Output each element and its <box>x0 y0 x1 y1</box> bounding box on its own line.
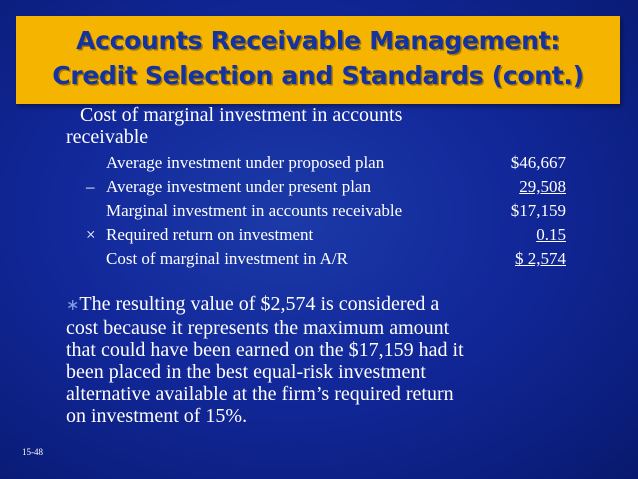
calc-amount: 29,508 <box>519 177 566 196</box>
calc-label: Average investment under proposed plan <box>106 153 385 172</box>
calc-row-cost <box>86 248 566 270</box>
calc-row-marginal <box>86 200 566 222</box>
asterisk-bullet-icon: ∗ <box>66 297 80 314</box>
times-operator: × <box>86 225 96 244</box>
explanation-paragraph <box>66 293 566 427</box>
intro-text <box>66 104 496 148</box>
intro-line-2: receivable <box>66 126 149 148</box>
calc-row-proposed <box>86 152 566 174</box>
intro-line-1: Cost of marginal investment in accounts <box>80 104 403 126</box>
calc-amount: $17,159 <box>510 201 566 220</box>
paragraph-line-2: cost because it represents the maximum amount <box>66 317 450 339</box>
slide-title-line-2: Credit Selection and Standards (cont.) <box>52 61 584 90</box>
calc-label: Required return on investment <box>106 225 314 244</box>
paragraph-line-3: that could have been earned on the $17,159 had it <box>66 339 464 361</box>
calc-row-required-return <box>86 224 566 246</box>
calc-label: Marginal investment in accounts receivable <box>106 201 403 220</box>
minus-operator: – <box>86 177 95 196</box>
paragraph-line-1: ∗The resulting value of $2,574 is considered a <box>66 293 440 315</box>
slide-number: 15-48 <box>22 447 43 457</box>
calc-amount: 0.15 <box>536 225 566 244</box>
paragraph-line-5: alternative available at the firm’s required return <box>66 383 454 405</box>
calc-label: Average investment under present plan <box>106 177 371 196</box>
title-banner <box>16 16 620 104</box>
calc-row-present <box>86 176 566 198</box>
slide-title-line-1: Accounts Receivable Management: <box>76 26 560 55</box>
paragraph-line-6: on investment of 15%. <box>66 405 248 427</box>
calc-label: Cost of marginal investment in A/R <box>106 249 348 268</box>
calc-amount: $46,667 <box>510 153 566 172</box>
paragraph-line-4: been placed in the best equal-risk investment <box>66 361 426 383</box>
calc-amount: $ 2,574 <box>515 249 566 268</box>
